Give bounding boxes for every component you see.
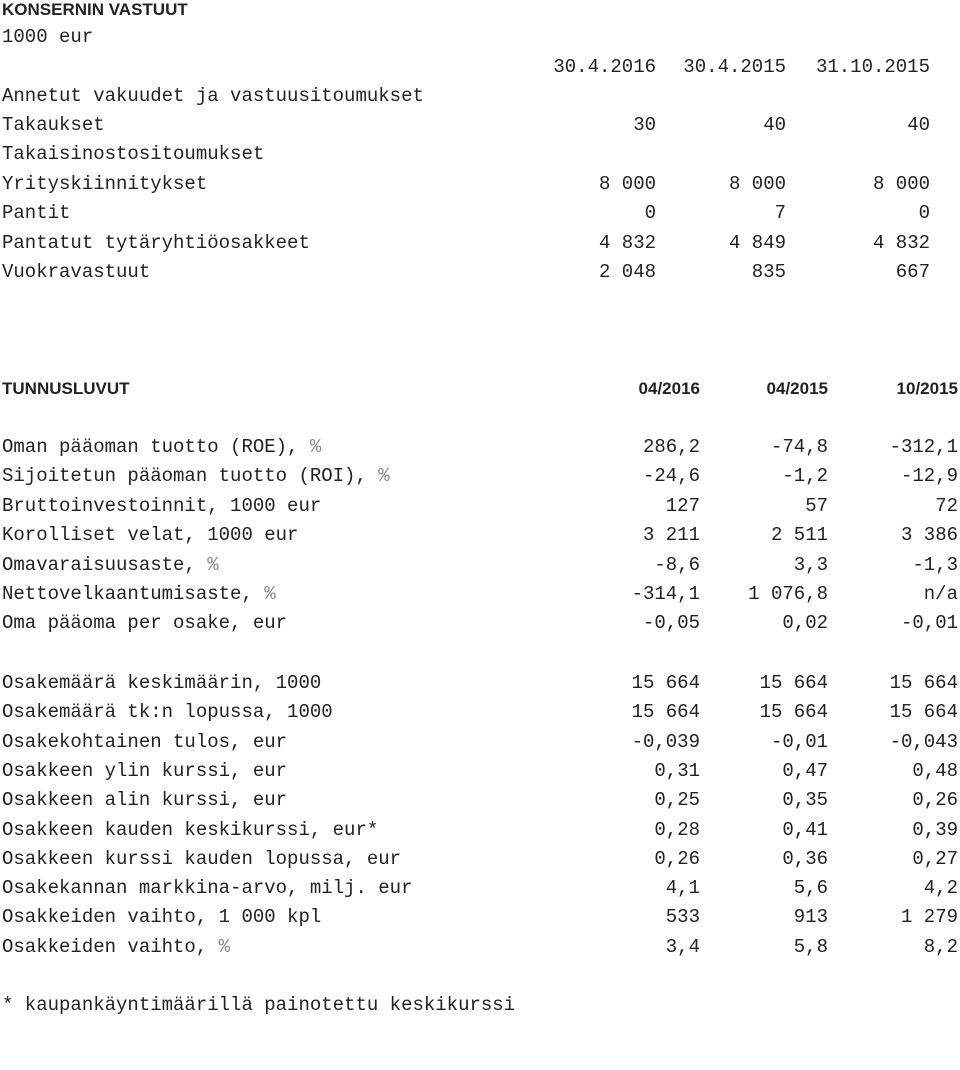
cell-value: n/a xyxy=(923,583,958,605)
row-label-text: Osakkeen alin kurssi, eur xyxy=(2,789,288,812)
table-row xyxy=(2,610,958,636)
cell-value: 3,3 xyxy=(793,553,828,576)
cell-value: 30 xyxy=(633,114,656,136)
row-label-text: Bruttoinvestoinnit, 1000 eur xyxy=(2,494,322,517)
cell-value: 57 xyxy=(805,494,828,517)
cell-value: 0 xyxy=(644,202,656,225)
row-label xyxy=(2,787,287,813)
cell-value: 0,31 xyxy=(654,759,700,782)
vastuut-header-row xyxy=(2,54,958,80)
table-row xyxy=(2,758,958,784)
cell-value: 4 832 xyxy=(598,231,656,254)
row-label-text: Takaukset xyxy=(2,114,105,136)
row-label xyxy=(2,230,310,256)
row-label xyxy=(2,670,321,696)
cell-value: 8 000 xyxy=(728,172,786,195)
cell-value: 4 849 xyxy=(728,231,786,254)
row-label-unit: % xyxy=(309,436,322,458)
cell-value: -312,1 xyxy=(889,436,958,458)
cell-value: 4,2 xyxy=(923,877,958,900)
row-label xyxy=(2,171,207,197)
row-label-text: Osakkeiden vaihto, 1 000 kpl xyxy=(2,906,322,929)
cell-value: 533 xyxy=(665,906,700,929)
cell-value: 15 664 xyxy=(759,672,828,694)
cell-value: 8 000 xyxy=(872,172,930,195)
row-label xyxy=(2,200,70,226)
table-row xyxy=(2,817,958,843)
row-label-text: Oman pääoman tuotto (ROE), xyxy=(2,436,310,458)
row-label-text: Osakekannan markkina-arvo, milj. eur xyxy=(2,877,413,900)
row-label xyxy=(2,729,287,755)
row-label xyxy=(2,522,298,548)
cell-value: 0,48 xyxy=(912,759,958,782)
cell-value: 0,28 xyxy=(654,818,700,841)
row-label-text: Vuokravastuut xyxy=(2,261,151,283)
column-header: 30.4.2015 xyxy=(683,56,786,78)
cell-value: 40 xyxy=(907,114,930,136)
row-label-text: Korolliset velat, 1000 eur xyxy=(2,524,299,547)
table-row xyxy=(2,493,958,519)
table-row xyxy=(2,434,958,460)
cell-value: 15 664 xyxy=(759,701,828,724)
cell-value: 4 832 xyxy=(872,231,930,254)
table-row xyxy=(2,463,958,489)
table-row xyxy=(2,729,958,755)
column-header: 04/2015 xyxy=(766,379,828,398)
row-label-text: Omavaraisuusaste, xyxy=(2,553,208,576)
row-label-text: Pantit xyxy=(2,202,71,225)
cell-value: 0,25 xyxy=(654,789,700,812)
cell-value: 127 xyxy=(665,494,700,517)
row-label xyxy=(2,581,276,607)
row-label-text: Osakkeiden vaihto, xyxy=(2,935,219,958)
row-label-text: Osakemäärä keskimäärin, 1000 xyxy=(2,672,322,694)
row-label xyxy=(2,846,401,872)
cell-value: 2 511 xyxy=(770,524,828,547)
row-label-text: Osakkeen ylin kurssi, eur xyxy=(2,759,288,782)
cell-value: -1,3 xyxy=(912,553,958,576)
row-label xyxy=(2,493,321,519)
cell-value: 3 386 xyxy=(900,524,958,547)
cell-value: -24,6 xyxy=(642,465,700,488)
table-row xyxy=(2,259,958,285)
column-header: 31.10.2015 xyxy=(815,56,930,78)
cell-value: 0,27 xyxy=(912,847,958,870)
table-row xyxy=(2,522,958,548)
table-row xyxy=(2,699,958,725)
cell-value: 667 xyxy=(895,261,930,283)
cell-value: 8,2 xyxy=(923,935,958,958)
footnote: * kaupankäyntimäärillä painotettu keskikurssi xyxy=(2,994,516,1016)
table-row xyxy=(2,230,958,256)
table-row xyxy=(2,171,958,197)
row-label xyxy=(2,699,333,725)
row-label xyxy=(2,259,150,285)
cell-value: -0,043 xyxy=(889,730,958,753)
cell-value: -0,01 xyxy=(770,730,828,753)
column-header: 30.4.2016 xyxy=(553,56,656,78)
row-label-unit: % xyxy=(218,935,231,958)
cell-value: 15 664 xyxy=(631,672,700,694)
table-row xyxy=(2,581,958,607)
cell-value: -1,2 xyxy=(782,465,828,488)
row-label-text: Osakkeen kurssi kauden lopussa, eur xyxy=(2,847,402,870)
cell-value: 0,36 xyxy=(782,847,828,870)
cell-value: 3,4 xyxy=(665,935,700,958)
row-label-text: Osakekohtainen tulos, eur xyxy=(2,730,288,753)
section-title-tunnusluvut: TUNNUSLUVUT xyxy=(2,379,130,398)
row-label-unit: % xyxy=(264,583,276,605)
row-label-unit: % xyxy=(378,465,390,488)
row-label xyxy=(2,552,219,578)
cell-value: 286,2 xyxy=(642,436,700,458)
cell-value: 4,1 xyxy=(665,877,700,900)
cell-value: 8 000 xyxy=(598,172,656,195)
cell-value: 2 048 xyxy=(598,261,656,283)
row-label xyxy=(2,112,105,138)
cell-value: -12,9 xyxy=(900,465,958,488)
table-row xyxy=(2,200,958,226)
row-label-text: Nettovelkaantumisaste, xyxy=(2,583,265,605)
row-label-text: Oma pääoma per osake, eur xyxy=(2,612,288,635)
table-row xyxy=(2,934,958,960)
table-row xyxy=(2,112,958,138)
cell-value: 15 664 xyxy=(631,701,700,724)
row-label-text: Osakkeen kauden keskikurssi, eur* xyxy=(2,818,379,841)
row-label xyxy=(2,875,412,901)
cell-value: 835 xyxy=(751,261,786,283)
cell-value: 7 xyxy=(774,202,786,225)
cell-value: 1 279 xyxy=(900,906,958,929)
cell-value: -314,1 xyxy=(631,583,700,605)
cell-value: 0,41 xyxy=(782,818,828,841)
row-label-text: Pantatut tytäryhtiöosakkeet xyxy=(2,231,310,254)
group-title: Annetut vakuudet ja vastuusitoumukset xyxy=(2,85,424,107)
table-row xyxy=(2,141,958,167)
row-label xyxy=(2,141,264,167)
cell-value: 0,26 xyxy=(912,789,958,812)
cell-value: -8,6 xyxy=(654,553,700,576)
table-row xyxy=(2,846,958,872)
row-label xyxy=(2,610,287,636)
section-title-vastuut: KONSERNIN VASTUUT xyxy=(2,0,188,19)
cell-value: 0,39 xyxy=(912,818,958,841)
table-row xyxy=(2,904,958,930)
row-label-text: Osakemäärä tk:n lopussa, 1000 xyxy=(2,701,333,724)
cell-value: 0,47 xyxy=(782,759,828,782)
cell-value: 5,8 xyxy=(793,935,828,958)
cell-value: 40 xyxy=(763,114,786,136)
cell-value: 72 xyxy=(935,494,958,517)
column-header: 04/2016 xyxy=(638,379,700,398)
row-label-text: Sijoitetun pääoman tuotto (ROI), xyxy=(2,465,379,488)
cell-value: 0 xyxy=(918,202,930,225)
row-label xyxy=(2,817,378,843)
cell-value: -0,01 xyxy=(900,612,958,635)
tunnusluvut-header-row xyxy=(2,376,958,402)
table-row xyxy=(2,787,958,813)
row-label xyxy=(2,758,287,784)
cell-value: 913 xyxy=(793,906,828,929)
cell-value: -0,039 xyxy=(631,730,700,753)
cell-value: -74,8 xyxy=(770,436,828,458)
cell-value: 15 664 xyxy=(889,672,958,694)
cell-value: 0,02 xyxy=(782,612,828,635)
row-label-text: Yrityskiinnitykset xyxy=(2,172,208,195)
row-label xyxy=(2,434,321,460)
column-header: 10/2015 xyxy=(896,379,958,398)
cell-value: 3 211 xyxy=(642,524,700,547)
cell-value: 5,6 xyxy=(793,877,828,900)
row-label-text: Takaisinostositoumukset xyxy=(2,143,265,166)
row-label xyxy=(2,904,321,930)
cell-value: 0,35 xyxy=(782,789,828,812)
cell-value: 1 076,8 xyxy=(748,583,828,605)
cell-value: 15 664 xyxy=(889,701,958,724)
row-label-unit: % xyxy=(207,553,219,576)
row-label xyxy=(2,463,390,489)
cell-value: -0,05 xyxy=(642,612,700,635)
cell-value: 0,26 xyxy=(654,847,700,870)
row-label xyxy=(2,934,230,960)
table-row xyxy=(2,552,958,578)
unit-label: 1000 eur xyxy=(2,26,94,48)
table-row xyxy=(2,875,958,901)
table-row xyxy=(2,670,958,696)
